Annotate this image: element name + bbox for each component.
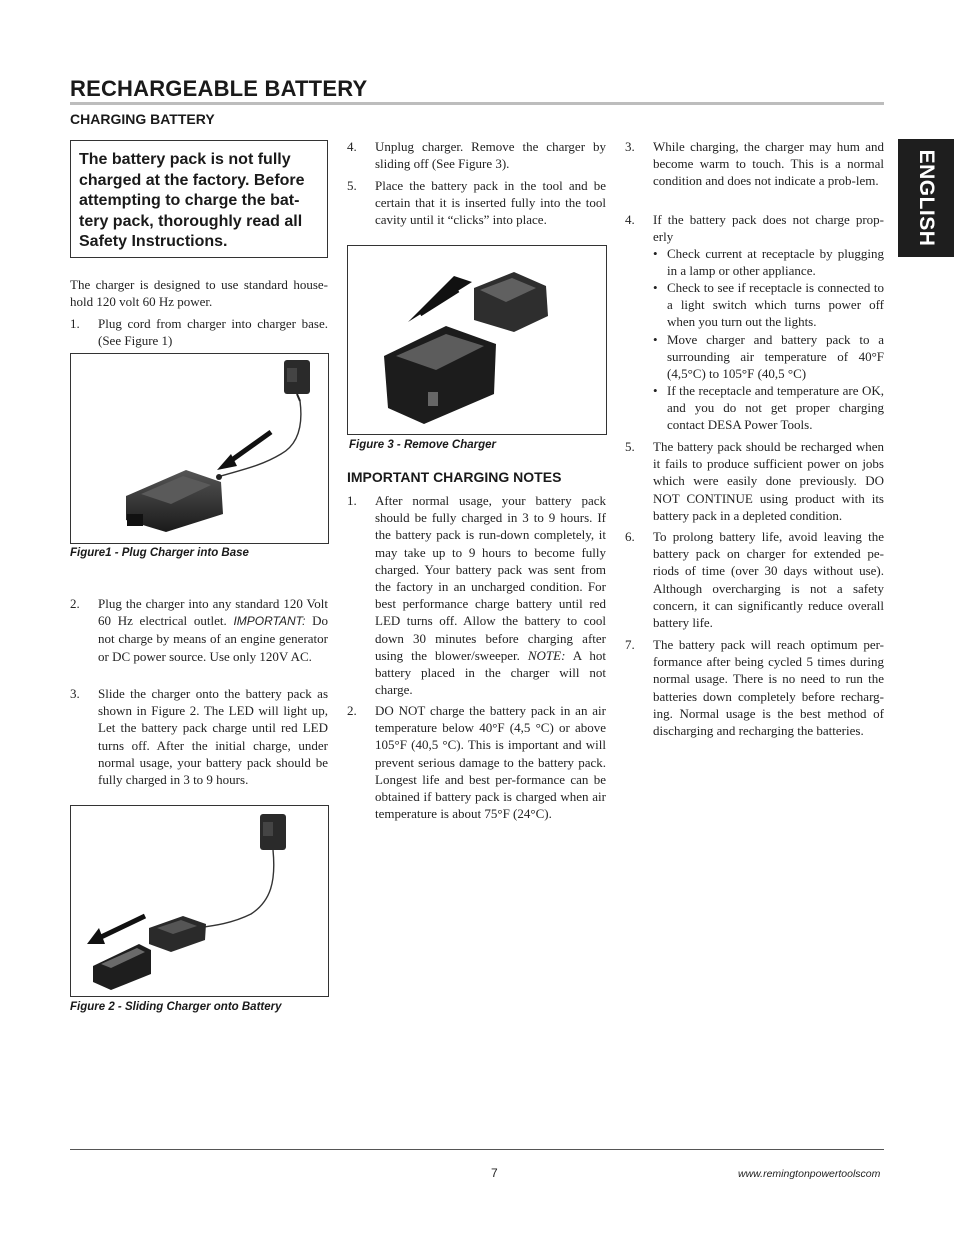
figure-1 — [70, 353, 329, 544]
page-number: 7 — [491, 1166, 498, 1180]
step-5-number: 5. — [347, 178, 357, 193]
step-2-number: 2. — [70, 596, 80, 611]
note-6-number: 6. — [625, 529, 635, 544]
note-5-number: 5. — [625, 439, 635, 454]
step-2 — [70, 595, 328, 683]
figure-1-caption: Figure1 - Plug Charger into Base — [70, 547, 249, 559]
note-7-text: The battery pack will reach optimum per-formance after being cycled 5 times during normal usage. There is no need to run the batteries down completely before recharg-ing. Normal usage is the best method of discharging and recharging the batteries. — [653, 637, 884, 739]
bullet-item — [653, 382, 884, 436]
note-6 — [625, 528, 884, 632]
figure-2-illustration — [71, 806, 328, 996]
note-4 — [625, 211, 884, 247]
note-1 — [347, 492, 606, 702]
language-tab — [898, 139, 954, 257]
note-1-note: NOTE: — [527, 647, 566, 663]
subsection-title: CHARGING BATTERY — [70, 111, 215, 127]
bullet-text: If the receptacle and temperature are OK, and you do not get proper charging contact DESA Power Tools. — [667, 383, 884, 433]
note-3-text: While charging, the charger may hum and become warm to touch. This is a normal condition and does not indicate a prob-lem. — [653, 139, 884, 189]
note-7-number: 7. — [625, 637, 635, 652]
title-rule — [70, 102, 884, 105]
note-5 — [625, 438, 884, 528]
bullet-text: Check to see if receptacle is connected to a light switch which turns power off when you turn out the lights. — [667, 280, 884, 330]
note-7 — [625, 636, 884, 740]
footer-url: www.remingtonpowertoolscom — [738, 1168, 881, 1180]
note-5-text: The battery pack should be recharged when it fails to produce sufficient power on jobs which were easily done previously. DO NOT CONTINUE using product with its battery pack in a depleted condition. — [653, 439, 884, 523]
note-1-text-a: After normal usage, your battery pack should be fully charged in 3 to 9 hours. If the battery pack is run-down completely, it may take up to 9 hours to become fully charged. Your battery pack was sent from the factory in an uncharged condition. For best performance charge battery until red LED turns off. Allow the battery to cool down 30 minutes before charging after using the blower/sweeper. — [375, 493, 606, 663]
figure-3-caption: Figure 3 - Remove Charger — [349, 439, 496, 451]
note-4-number: 4. — [625, 212, 635, 227]
notes-heading: IMPORTANT CHARGING NOTES — [347, 469, 562, 485]
bullet-item — [653, 331, 884, 385]
note-2-text: DO NOT charge the battery pack in an air temperature below 40°F (4,5 °C) or above 105°F (40,5 °C). This is important and will prevent serious damage to the battery pack. Longest life and best per-formance can be obtained if battery pack is charged when air temperature is about 75°F (24°C). — [375, 703, 606, 822]
language-tab-label: ENGLISH — [915, 149, 938, 247]
figure-3 — [347, 245, 607, 435]
note-1-text — [375, 492, 606, 698]
bullet-dot: • — [653, 383, 658, 398]
bullet-item — [653, 245, 884, 281]
section-title: RECHARGEABLE BATTERY — [70, 76, 368, 101]
step-3 — [70, 685, 328, 791]
step-4 — [347, 138, 606, 174]
note-4-text: If the battery pack does not charge prop-erly — [653, 212, 884, 245]
note-3-number: 3. — [625, 139, 635, 154]
step-2-text-a: Plug the charger into any standard 120 Volt 60 Hz electrical outlet. — [98, 596, 328, 629]
step-1-number: 1. — [70, 316, 80, 331]
bullet-text: Move charger and battery pack to a surrounding air temperature of 40°F (4,5°C) to 105°F (40,5 °C) — [667, 332, 884, 382]
step-2-important: IMPORTANT: — [233, 614, 306, 629]
intro-paragraph: The charger is designed to use standard house-hold 120 volt 60 Hz power. — [70, 277, 328, 310]
footer-rule — [70, 1149, 884, 1150]
note-2-number: 2. — [347, 703, 357, 718]
step-3-text: Slide the charger onto the battery pack as shown in Figure 2. The LED will light up, Let the battery pack charge until red LED turns off. After the initial charge, under normal usage, your battery pack should be fully charged in 3 to 9 hours. — [98, 686, 328, 788]
figure-2-caption: Figure 2 - Sliding Charger onto Battery — [70, 1001, 282, 1013]
step-2-text — [98, 595, 328, 665]
note-3 — [625, 138, 884, 210]
figure-3-illustration — [348, 246, 606, 434]
bullet-dot: • — [653, 332, 658, 347]
bullet-dot: • — [653, 280, 658, 295]
bullet-dot: • — [653, 246, 658, 261]
step-4-text: Unplug charger. Remove the charger by sliding off (See Figure 3). — [375, 139, 606, 172]
step-1-text: Plug cord from charger into charger base. (See Figure 1) — [98, 316, 328, 349]
step-5-text: Place the battery pack in the tool and be certain that it is inserted fully into the tool cavity until it “clicks” into place. — [375, 178, 606, 228]
bullet-item — [653, 279, 884, 333]
note-6-text: To prolong battery life, avoid leaving the battery pack on charger for extended pe-riods of time (over 30 days without use). Although overcharging is not a safety concern, it can significantly reduce overall battery life. — [653, 529, 884, 631]
bullet-text: Check current at receptacle by plugging in a lamp or other appliance. — [667, 246, 884, 279]
figure-2 — [70, 805, 329, 997]
step-3-number: 3. — [70, 686, 80, 701]
note-2 — [347, 702, 606, 842]
note-1-number: 1. — [347, 493, 357, 508]
step-1 — [70, 315, 328, 351]
warning-box: The battery pack is not fully charged at the factory. Before attempting to charge the bat-tery pack, thoroughly read all Safety Instructions. — [70, 140, 328, 258]
figure-1-illustration — [71, 354, 328, 543]
note-1-text-b: A hot battery placed in the charger will not charge. — [375, 647, 606, 698]
step-5 — [347, 177, 606, 231]
step-4-number: 4. — [347, 139, 357, 154]
step-2-text-b: Do not charge by means of an engine generator or DC power source. Use only 120V AC. — [98, 613, 329, 664]
